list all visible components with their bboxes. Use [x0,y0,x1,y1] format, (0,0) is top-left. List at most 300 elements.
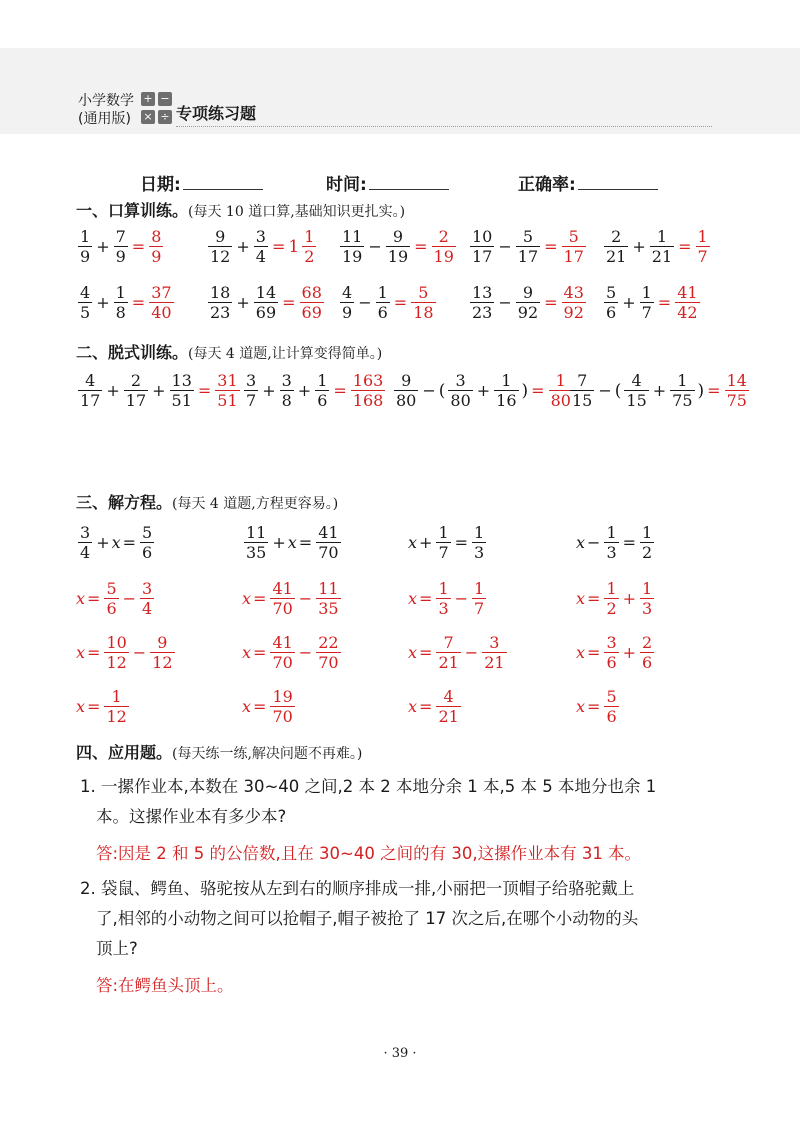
numerator: 5 [522,227,534,246]
fraction [104,688,128,725]
section-3-heading [76,490,338,513]
variable-x: x [76,697,86,716]
operator: − [587,533,601,552]
numerator: 1 [501,371,512,390]
fraction [270,688,294,725]
fraction [376,284,390,321]
numerator: 5 [568,227,579,246]
numerator: 4 [80,283,91,302]
equation-step [408,634,509,671]
denominator: 168 [352,391,384,410]
math-ops-icon [141,92,175,128]
fraction [140,524,154,561]
fraction [696,228,710,265]
numerator: 5 [106,579,117,598]
operator: = [282,293,296,312]
numerator: 41 [272,579,293,598]
operator: − [598,381,612,400]
numerator: 2 [611,227,622,246]
fraction [482,634,506,671]
denominator: 12 [210,247,231,266]
operator: = [657,293,672,312]
denominator: 69 [255,303,277,322]
fraction [472,580,486,617]
page-title: 专项练习题 [176,104,257,123]
denominator: 35 [246,543,267,562]
denominator: 80 [450,391,471,410]
denominator: 23 [472,303,493,322]
numerator: 3 [606,633,617,652]
operator: − [298,589,313,608]
equation [408,524,488,561]
section-2-note: (每天 4 道题,让计算变得简单。) [188,346,383,362]
denominator: 19 [342,247,363,266]
operator: + [236,237,250,256]
denominator: 3 [438,599,449,618]
numerator: 1 [642,579,653,598]
numerator: 1 [474,523,485,542]
operator: ) [697,380,705,401]
denominator: 5 [80,303,91,322]
mental-arith-item [338,228,458,265]
numerator: 3 [455,371,466,390]
section-1-note: (每天 10 道口算,基础知识更扎实。) [188,204,406,220]
fraction [208,228,232,265]
mental-arith-item [76,228,165,265]
operator: + [632,237,646,256]
numerator: 2 [438,227,449,246]
variable-x: x [408,589,418,608]
equation [242,524,343,561]
fraction [244,524,268,561]
fraction [386,228,410,265]
operator: − [122,589,137,608]
numerator: 4 [443,687,454,706]
numerator: 1 [555,371,566,390]
numerator: 13 [171,371,192,390]
denominator: 17 [125,391,147,410]
operator: = [454,533,469,552]
numerator: 8 [151,227,162,246]
fraction [448,372,472,409]
denominator: 6 [606,707,617,726]
operator: = [131,237,146,256]
operator: + [297,381,312,400]
numerator: 1 [115,283,126,302]
fraction [124,372,148,409]
denominator: 80 [396,391,417,410]
operator: + [106,381,120,400]
denominator: 35 [318,599,339,618]
brand-line-1: 小学数学 [78,93,134,109]
denominator: 3 [606,543,617,562]
fraction [432,228,456,265]
numerator: 13 [472,283,493,302]
numerator: 4 [85,371,96,390]
numerator: 2 [642,633,653,652]
numerator: 10 [106,633,127,652]
equation-step [76,580,156,617]
operator: + [622,589,637,608]
operator: + [652,381,667,400]
operator: = [393,293,408,312]
problem-2-answer: 答:在鳄鱼头顶上。 [96,976,234,995]
numerator: 1 [438,523,449,542]
denominator: 2 [304,247,315,266]
operator: + [96,533,110,552]
operator: + [236,293,250,312]
mental-arith-item [468,228,588,265]
operator: + [152,381,166,400]
step-calc-item [242,372,387,409]
equation-step [576,580,656,617]
problem-1-text [80,772,730,832]
denominator: 16 [496,391,517,410]
variable-x: x [76,643,86,662]
numerator: 22 [318,633,339,652]
numerator: 163 [352,371,384,390]
times-icon: × [141,110,155,124]
operator: = [197,381,212,400]
denominator: 40 [151,303,172,322]
problem-2-line: 顶上? [96,939,138,958]
denominator: 92 [517,303,539,322]
date-label: 日期: [140,175,181,195]
operator: = [414,237,428,256]
equation-result [408,688,463,725]
operator: − [358,293,372,312]
date-blank [183,173,263,190]
operator: + [96,237,110,256]
fraction [270,580,294,617]
fraction [604,524,618,561]
denominator: 6 [377,303,388,322]
variable-x: x [76,589,86,608]
denominator: 70 [272,653,293,672]
fraction [640,284,654,321]
denominator: 51 [171,391,192,410]
denominator: 9 [115,247,126,266]
numerator: 11 [342,227,363,246]
mental-arith-item [468,284,588,321]
fraction [562,284,586,321]
denominator: 18 [413,303,434,322]
numerator: 9 [392,227,404,246]
step-calc-item [568,372,751,409]
operator: − [454,589,469,608]
numerator: 41 [318,523,339,542]
step-calc-item [76,372,242,409]
denominator: 8 [281,391,292,410]
variable-x: x [576,589,586,608]
denominator: 7 [438,543,449,562]
numerator: 7 [115,227,126,246]
variable-x: x [408,533,418,552]
denominator: 6 [606,303,617,322]
numerator: 43 [563,283,584,302]
numerator: 68 [301,283,322,302]
fraction [436,688,460,725]
fraction [114,284,128,321]
equation-result [576,688,621,725]
fraction [640,524,654,561]
fraction [624,372,648,409]
denominator: 21 [438,653,459,672]
accuracy-field [518,170,658,195]
fraction [394,372,418,409]
numerator: 1 [317,371,328,390]
numerator: 5 [606,283,617,302]
fraction [436,580,450,617]
fraction [208,284,232,321]
denominator: 19 [387,247,409,266]
operator: = [271,237,286,256]
fraction [604,228,628,265]
section-4-note: (每天练一练,解决问题不再难。) [172,746,363,762]
operator: + [272,533,286,552]
fraction [78,284,92,321]
operator: = [622,533,637,552]
numerator: 1 [80,227,91,246]
numerator: 7 [443,633,454,652]
mental-arith-item [76,284,176,321]
denominator: 15 [572,391,593,410]
numerator: 3 [255,227,266,246]
operator: + [96,293,110,312]
operator: = [122,533,137,552]
time-field [326,170,449,195]
fraction [254,228,268,265]
denominator: 2 [606,599,617,618]
operator: − [132,643,147,662]
denominator: 12 [106,653,127,672]
numerator: 7 [577,371,588,390]
fraction [340,228,364,265]
fraction [149,228,163,265]
fraction [470,284,494,321]
fraction [604,580,618,617]
operator: = [587,697,601,716]
fraction [244,372,258,409]
denominator: 23 [210,303,231,322]
numerator: 10 [472,227,493,246]
operator: = [298,533,313,552]
variable-x: x [242,697,252,716]
problem-2-line: 2. 袋鼠、鳄鱼、骆驼按从左到右的顺序排成一排,小丽把一顶帽子给骆驼戴上 [80,879,635,898]
denominator: 3 [474,543,485,562]
operator: + [419,533,433,552]
variable-x: x [408,643,418,662]
operator: = [587,589,601,608]
denominator: 51 [217,391,238,410]
fraction [302,228,316,265]
numerator: 5 [418,283,429,302]
numerator: 18 [210,283,231,302]
denominator: 17 [563,247,584,266]
header-divider [176,126,712,127]
operator: − [498,237,512,256]
denominator: 17 [472,247,493,266]
denominator: 6 [142,543,153,562]
mental-arith-item [206,284,326,321]
operator: = [131,293,146,312]
operator: = [587,643,601,662]
equation-step [576,634,656,671]
fraction [516,284,540,321]
fraction [280,372,294,409]
operator: = [544,293,558,312]
brand-label [78,92,150,128]
numerator: 19 [272,687,293,706]
fraction [516,228,540,265]
operator: = [87,697,101,716]
numerator: 4 [342,283,353,302]
variable-x: x [576,533,586,552]
page-number: · 39 · [383,1046,417,1061]
operator: = [678,237,692,256]
numerator: 1 [697,227,708,246]
variable-x: x [242,643,252,662]
denominator: 2 [642,543,653,562]
operator: = [419,589,433,608]
denominator: 75 [672,391,693,410]
operator: = [253,643,267,662]
operator: − [464,643,479,662]
operator: − [298,643,313,662]
fraction [436,524,450,561]
operator: + [622,293,636,312]
numerator: 1 [656,227,668,246]
mental-arith-item [602,284,702,321]
fraction [215,372,239,409]
operator: = [419,643,433,662]
operator: = [253,589,267,608]
operator: ( [614,380,622,401]
denominator: 15 [626,391,647,410]
numerator: 5 [606,687,617,706]
operator: = [419,697,433,716]
denominator: 9 [151,247,162,266]
operator: = [253,697,267,716]
section-2-heading [76,340,382,363]
accuracy-blank [578,173,658,190]
fraction [104,580,118,617]
numerator: 9 [157,633,168,652]
numerator: 4 [631,371,642,390]
fraction [316,524,340,561]
denominator: 4 [255,247,266,266]
fraction [254,284,278,321]
equation [76,524,156,561]
denominator: 12 [106,707,127,726]
operator: + [476,381,491,400]
fraction [340,284,354,321]
denominator: 7 [641,303,652,322]
fraction [494,372,518,409]
denominator: 80 [550,391,571,410]
fraction [604,688,618,725]
numerator: 9 [215,227,226,246]
denominator: 70 [318,543,339,562]
numerator: 14 [726,371,747,390]
fraction [351,372,386,409]
problem-1-line: 本。这摞作业本有多少本? [96,807,287,826]
fraction [472,524,486,561]
denominator: 75 [726,391,747,410]
fraction [640,580,654,617]
equation-step [242,634,343,671]
operator: + [622,643,637,662]
mental-arith-item [206,228,318,265]
denominator: 8 [115,303,126,322]
fraction [140,580,154,617]
denominator: 70 [272,599,293,618]
accuracy-label: 正确率: [518,175,576,195]
operator: ) [521,380,529,401]
denominator: 21 [606,247,627,266]
numerator: 41 [677,283,698,302]
fraction [470,228,494,265]
date-field [140,170,263,195]
step-calc-item [392,372,575,409]
denominator: 21 [484,653,505,672]
plus-icon: + [141,92,155,106]
denominator: 92 [563,303,584,322]
numerator: 3 [281,371,292,390]
variable-x: x [287,533,297,552]
answer-whole: 1 [288,236,300,257]
fraction [114,228,128,265]
numerator: 1 [111,687,122,706]
section-3-label: 三、解方程。 [76,493,173,512]
denominator: 17 [517,247,539,266]
operator: = [333,381,347,400]
numerator: 14 [255,283,277,302]
variable-x: x [242,589,252,608]
numerator: 37 [151,283,172,302]
denominator: 42 [677,303,698,322]
numerator: 1 [438,579,449,598]
fraction [562,228,586,265]
denominator: 4 [80,543,91,562]
operator: = [707,381,721,400]
section-2-label: 二、脱式训练。 [76,343,189,362]
operator: − [368,237,382,256]
problem-2-text [80,874,730,964]
fraction [78,372,102,409]
fraction [675,284,699,321]
problem-1-answer: 答:因是 2 和 5 的公倍数,且在 30~40 之间的有 30,这摞作业本有 31 本。 [96,844,642,863]
denominator: 4 [142,599,153,618]
denominator: 70 [272,707,293,726]
denominator: 7 [246,391,257,410]
fraction [78,524,92,561]
fraction [300,284,324,321]
fraction [270,634,294,671]
numerator: 1 [606,579,617,598]
denominator: 6 [642,653,653,672]
operator: ( [438,380,446,401]
numerator: 1 [606,523,617,542]
time-blank [369,173,449,190]
numerator: 1 [677,371,688,390]
equation-result [242,688,297,725]
numerator: 3 [80,523,91,542]
equation-step [408,580,488,617]
fraction [78,228,92,265]
numerator: 1 [377,283,388,302]
fraction [316,580,340,617]
